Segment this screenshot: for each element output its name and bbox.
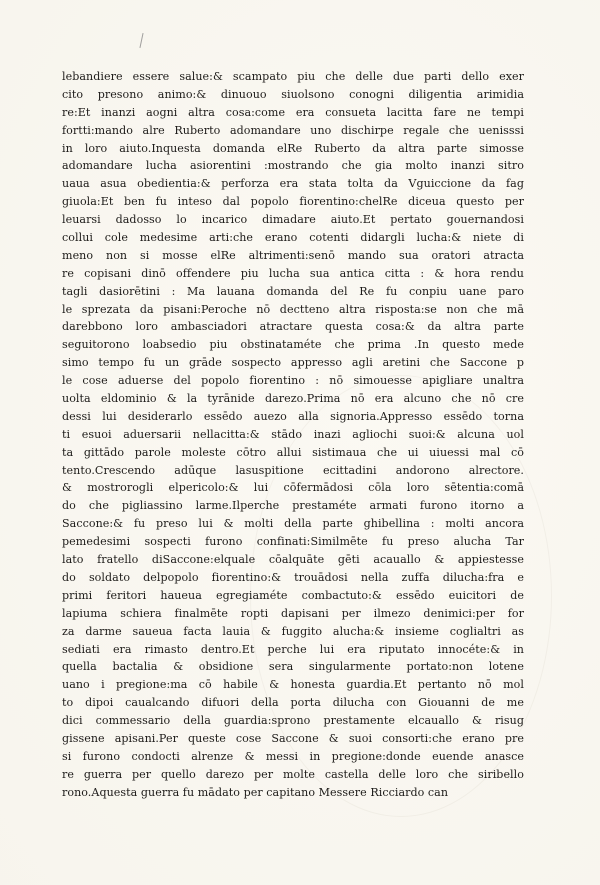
text-line: dici commessario della guardia:sprono prestamente elcauallo & risug bbox=[62, 714, 524, 728]
text-line: simo tempo fu un grāde sospecto appresso agli aretini che Saccone p bbox=[62, 356, 524, 370]
text-line: leuarsi dadosso lo incarico dimadare aiuto.Et pertato gouernandosi bbox=[62, 213, 524, 227]
text-line: uaua asua obedientia:& perforza era stata tolta da Vguiccione da fag bbox=[62, 177, 524, 191]
text-line: le sprezata da pisani:Peroche nō dectteno altra risposta:se non che mā bbox=[62, 302, 524, 316]
text-line: re:Et inanzi aogni altra cosa:come era consueta lacitta fare ne tempi bbox=[62, 105, 524, 119]
text-line: pemedesimi sospecti furono confinati:Similmēte fu preso alucha Tar bbox=[62, 535, 524, 549]
text-line: in loro aiuto.Inquesta domanda elRe Ruberto da altra parte simosse bbox=[62, 141, 524, 155]
text-line: sediati era rimasto dentro.Et perche lui era riputato innocéte:& in bbox=[62, 642, 524, 656]
text-line: fortti:mando alre Ruberto adomandare uno dischirpe regale che uenisssi bbox=[62, 123, 524, 137]
text-line: to dipoi caualcando difuori della porta dilucha con Giouanni de me bbox=[62, 696, 524, 710]
text-line: primi feritori haueua egregiaméte combactuto:& essēdo euicitori de bbox=[62, 588, 524, 602]
text-line: giuola:Et ben fu inteso dal popolo fiorentino:chelRe diceua questo per bbox=[62, 195, 524, 209]
text-line: lapiuma schiera finalmēte ropti dapisani per ilmezo denimici:per for bbox=[62, 606, 524, 620]
text-line: re copisani dinō offendere piu lucha sua antica citta : & hora rendu bbox=[62, 266, 524, 280]
text-line: adomandare lucha asiorentini :mostrando che gia molto inanzi sitro bbox=[62, 159, 524, 173]
pencil-tick-mark bbox=[139, 33, 143, 48]
text-line: ta gittādo parole moleste cōtro allui sistimaua che ui uiuessi mal cō bbox=[62, 445, 524, 459]
text-line: meno non si mosse elRe altrimenti:senō mando sua oratori atracta bbox=[62, 248, 524, 262]
text-line: do che pigliassino larme.Ilperche prestaméte armati furono itorno a bbox=[62, 499, 524, 513]
text-line: cito presono animo:& dinuouo siuolsono conogni diligentia arimidia bbox=[62, 87, 524, 101]
text-column bbox=[62, 68, 524, 802]
text-line: le cose aduerse del popolo fiorentino : nō simouesse apigliare unaltra bbox=[62, 374, 524, 388]
text-line: uano i pregione:ma cō habile & honesta guardia.Et pertanto nō mol bbox=[62, 678, 524, 692]
text-line: & mostrorogli elpericolo:& lui cōfermādosi cōla loro sētentia:comā bbox=[62, 481, 524, 495]
text-line: seguitorono loabsedio piu obstinataméte che prima .In questo mede bbox=[62, 338, 524, 352]
text-line: lebandiere essere salue:& scampato piu che delle due parti dello exer bbox=[62, 70, 524, 83]
text-line: collui cole medesime arti:che erano cotenti didargli lucha:& niete di bbox=[62, 231, 524, 245]
text-line: quella bactalia & obsidione sera singularmente portato:non lotene bbox=[62, 660, 524, 674]
text-line: za darme saueua facta lauia & fuggito alucha:& insieme coglialtri as bbox=[62, 624, 524, 638]
text-line: si furono condocti alrenze & messi in pregione:donde euende anasce bbox=[62, 749, 524, 763]
text-line: darebbono loro ambasciadori atractare questa cosa:& da altra parte bbox=[62, 320, 524, 334]
text-line: ti esuoi aduersarii nellacitta:& stādo inazi agliochi suoi:& alcuna uol bbox=[62, 427, 524, 441]
text-line: tento.Crescendo adūque lasuspitione ecittadini andorono alrectore. bbox=[62, 463, 524, 477]
text-line: uolta eldominio & la tyrānide darezo.Prima nō era alcuno che nō cre bbox=[62, 392, 524, 406]
text-line: do soldato delpopolo fiorentino:& trouādosi nella zuffa dilucha:fra e bbox=[62, 570, 524, 584]
text-line: tagli dasiorētini : Ma lauana domanda del Re fu conpiu uane paro bbox=[62, 284, 524, 298]
text-line: Saccone:& fu preso lui & molti della parte ghibellina : molti ancora bbox=[62, 517, 524, 531]
text-line: re guerra per quello darezo per molte castella delle loro che siribello bbox=[62, 767, 524, 781]
text-line: lato fratello diSaccone:elquale cōalquāte gēti acauallo & appiestesse bbox=[62, 553, 524, 567]
text-line: dessi lui desiderarlo essēdo auezo alla signoria.Appresso essēdo torna bbox=[62, 409, 524, 423]
text-line: gissene apisani.Per queste cose Saccone & suoi consorti:che erano pre bbox=[62, 731, 524, 745]
text-line: rono.Aquesta guerra fu mādato per capitano Messere Ricciardo can bbox=[62, 785, 449, 799]
